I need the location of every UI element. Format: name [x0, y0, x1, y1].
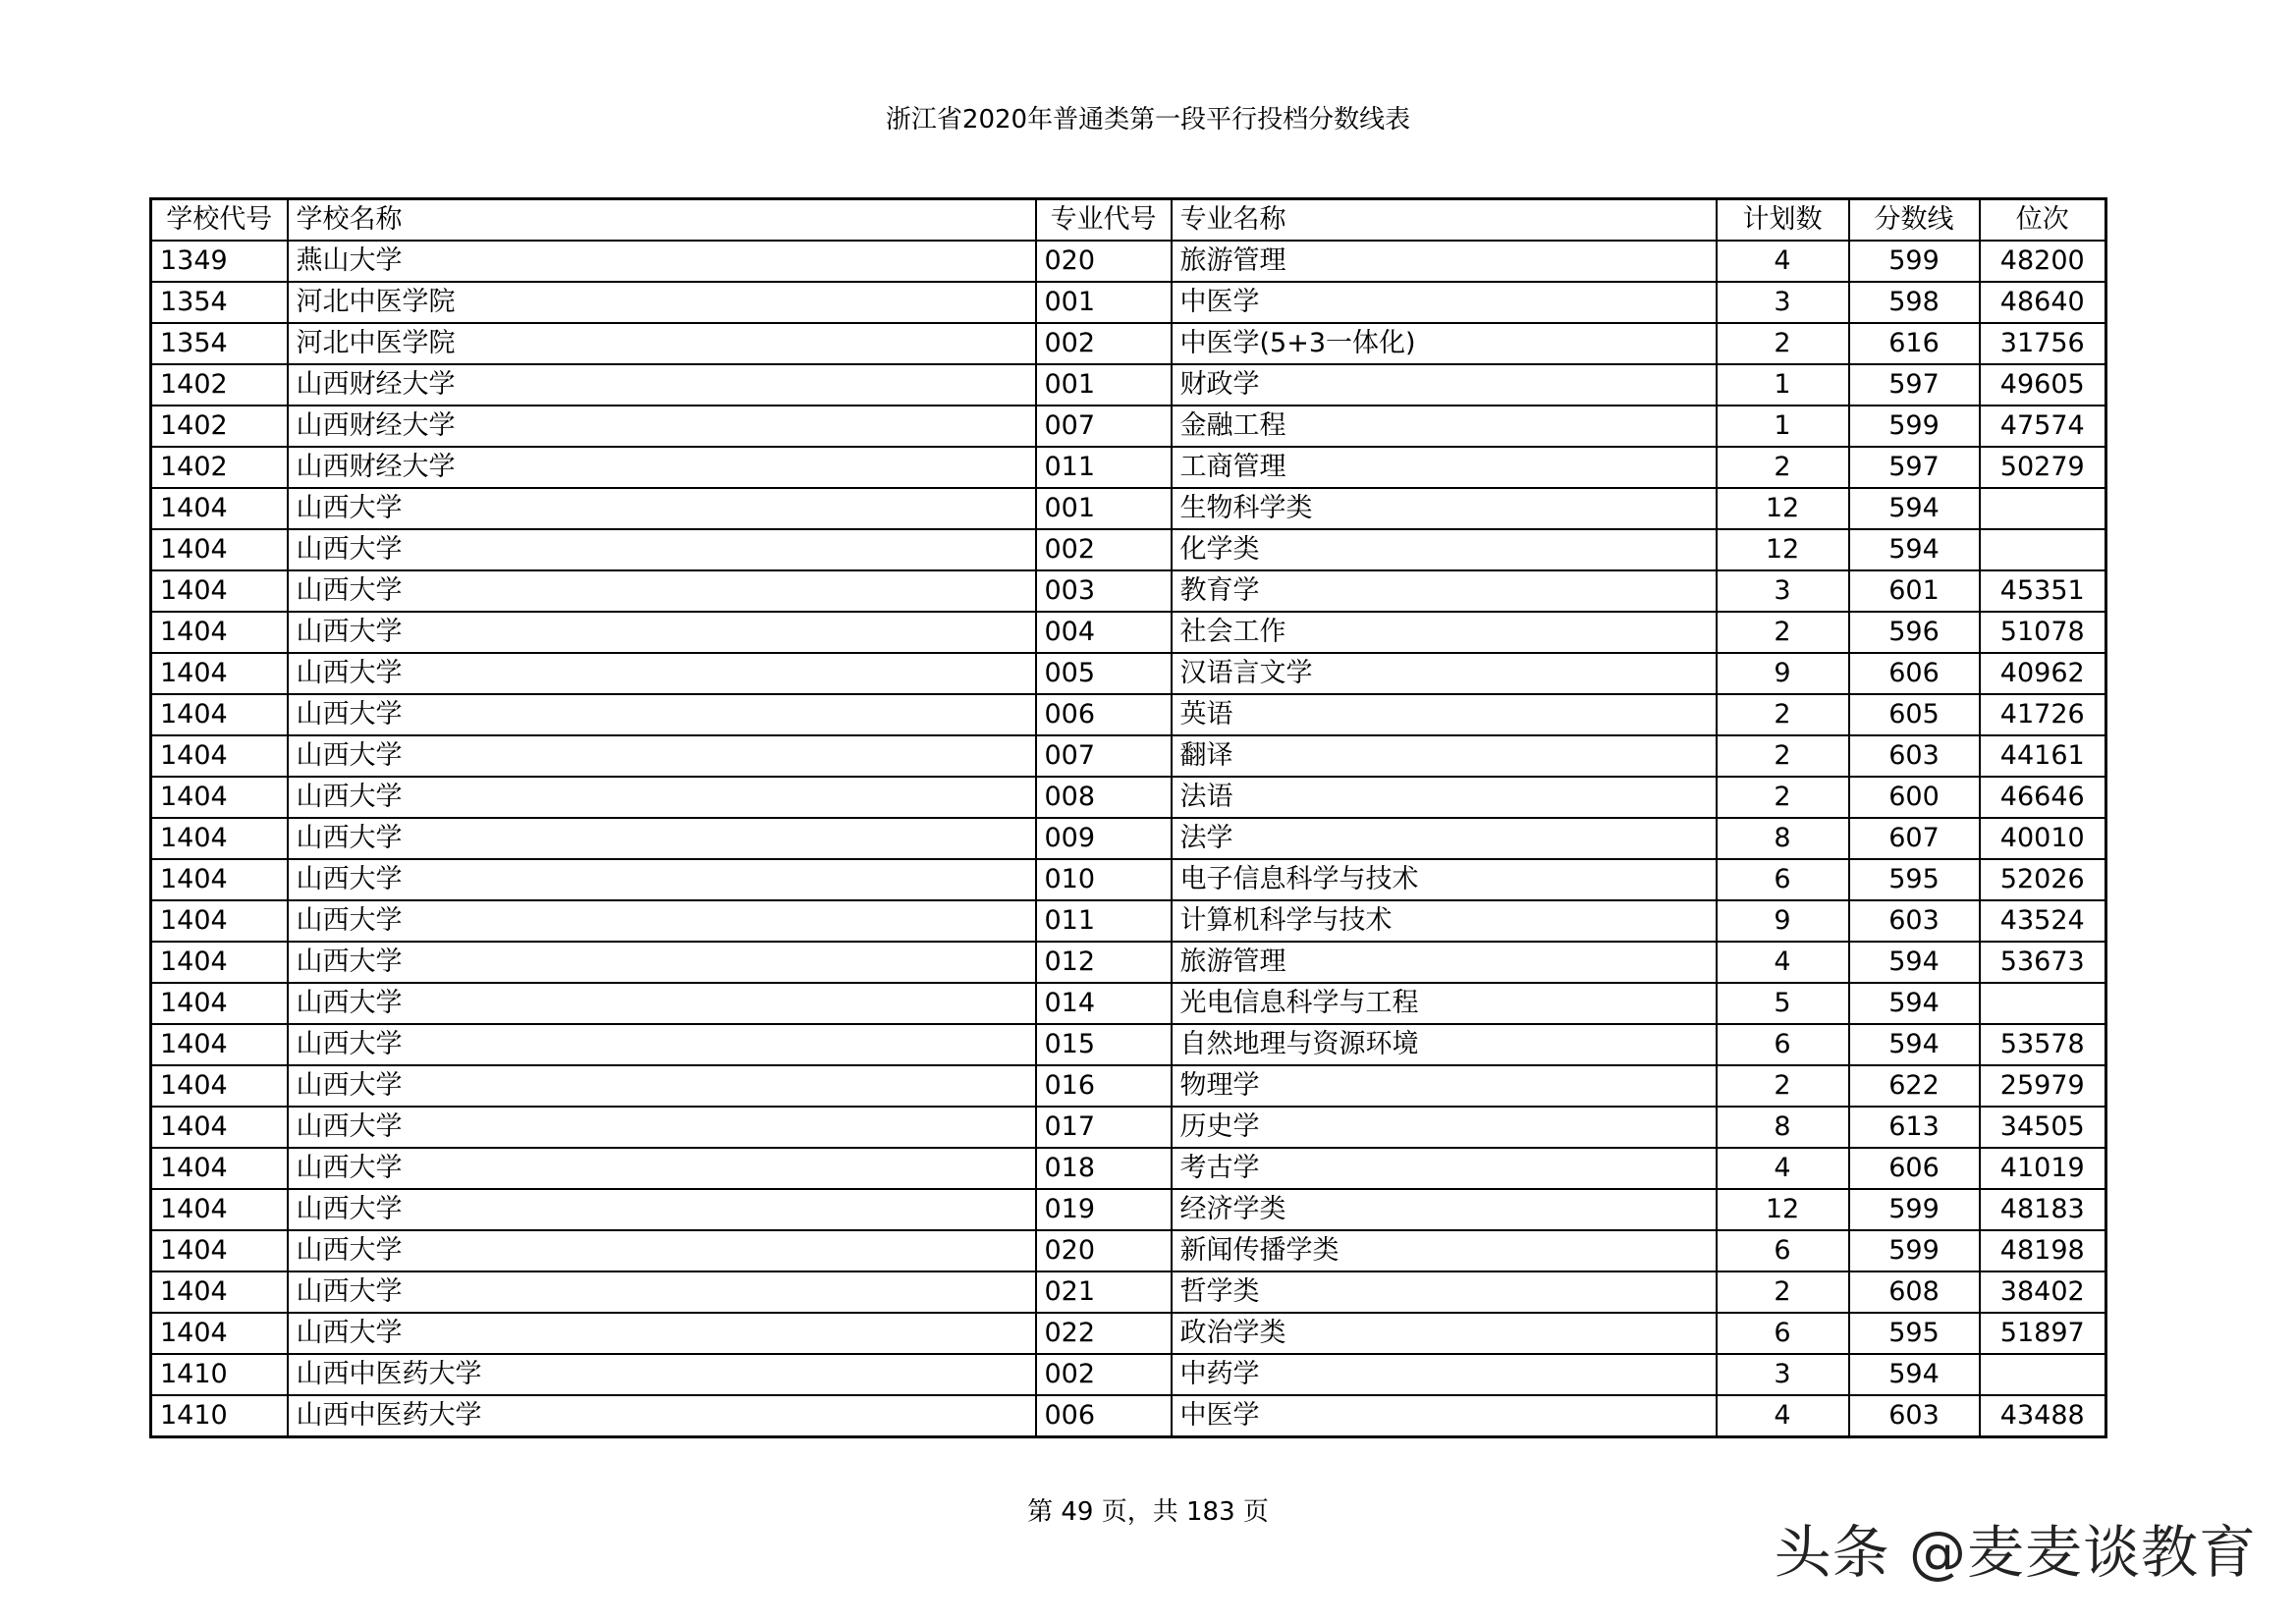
major-code-cell: 001 — [1036, 364, 1172, 406]
school-code-cell: 1402 — [151, 447, 288, 488]
table-row — [151, 406, 2106, 447]
major-code-cell: 002 — [1036, 1354, 1172, 1395]
school-name-cell: 山西大学 — [288, 570, 1036, 612]
score-line-cell: 603 — [1849, 1395, 1980, 1437]
rank-cell: 43488 — [1980, 1395, 2106, 1437]
rank-cell: 34505 — [1980, 1107, 2106, 1148]
rank-cell: 31756 — [1980, 323, 2106, 364]
major-name-cell: 英语 — [1172, 694, 1717, 735]
major-name-cell: 历史学 — [1172, 1107, 1717, 1148]
school-code-cell: 1354 — [151, 282, 288, 323]
school-code-cell: 1404 — [151, 735, 288, 777]
major-name-cell: 计算机科学与技术 — [1172, 900, 1717, 942]
table-row — [151, 1395, 2106, 1437]
school-code-cell: 1404 — [151, 653, 288, 694]
table-row — [151, 1271, 2106, 1313]
score-line-cell: 605 — [1849, 694, 1980, 735]
major-code-cell: 007 — [1036, 735, 1172, 777]
school-name-cell: 山西大学 — [288, 1107, 1036, 1148]
score-line-cell: 594 — [1849, 488, 1980, 529]
score-line-cell: 603 — [1849, 900, 1980, 942]
school-name-cell: 山西大学 — [288, 1189, 1036, 1230]
major-name-cell: 光电信息科学与工程 — [1172, 983, 1717, 1024]
school-name-cell: 山西大学 — [288, 1024, 1036, 1065]
major-name-cell: 中医学(5+3一体化) — [1172, 323, 1717, 364]
rank-cell: 43524 — [1980, 900, 2106, 942]
major-code-cell: 011 — [1036, 447, 1172, 488]
major-name-cell: 法语 — [1172, 777, 1717, 818]
school-name-cell: 山西大学 — [288, 818, 1036, 859]
school-name-cell: 山西大学 — [288, 653, 1036, 694]
school-code-cell: 1404 — [151, 694, 288, 735]
document-title: 浙江省2020年普通类第一段平行投档分数线表 — [885, 105, 1411, 135]
school-code-cell: 1404 — [151, 488, 288, 529]
plan-count-cell: 6 — [1717, 1313, 1849, 1354]
major-code-cell: 009 — [1036, 818, 1172, 859]
table-row — [151, 859, 2106, 900]
rank-cell — [1980, 1354, 2106, 1395]
plan-count-cell: 2 — [1717, 694, 1849, 735]
score-line-cell: 595 — [1849, 1313, 1980, 1354]
school-name-cell: 山西大学 — [288, 612, 1036, 653]
table-row — [151, 900, 2106, 942]
rank-cell: 45351 — [1980, 570, 2106, 612]
plan-count-cell: 2 — [1717, 1271, 1849, 1313]
school-code-cell: 1404 — [151, 900, 288, 942]
rank-cell: 38402 — [1980, 1271, 2106, 1313]
major-code-cell: 018 — [1036, 1148, 1172, 1189]
major-name-cell: 金融工程 — [1172, 406, 1717, 447]
plan-count-cell: 2 — [1717, 612, 1849, 653]
school-name-cell: 河北中医学院 — [288, 323, 1036, 364]
header-school-name: 学校名称 — [288, 199, 1036, 242]
school-name-cell: 山西大学 — [288, 983, 1036, 1024]
score-line-cell: 616 — [1849, 323, 1980, 364]
rank-cell: 50279 — [1980, 447, 2106, 488]
score-line-cell: 599 — [1849, 241, 1980, 282]
major-code-cell: 021 — [1036, 1271, 1172, 1313]
major-name-cell: 旅游管理 — [1172, 942, 1717, 983]
plan-count-cell: 2 — [1717, 735, 1849, 777]
table-row — [151, 241, 2106, 282]
table-row — [151, 777, 2106, 818]
major-name-cell: 翻译 — [1172, 735, 1717, 777]
plan-count-cell: 4 — [1717, 942, 1849, 983]
major-name-cell: 物理学 — [1172, 1065, 1717, 1107]
plan-count-cell: 1 — [1717, 406, 1849, 447]
plan-count-cell: 8 — [1717, 818, 1849, 859]
header-rank: 位次 — [1980, 199, 2106, 242]
rank-cell — [1980, 529, 2106, 570]
table-row — [151, 488, 2106, 529]
school-name-cell: 山西大学 — [288, 1065, 1036, 1107]
header-score-line: 分数线 — [1849, 199, 1980, 242]
major-code-cell: 006 — [1036, 694, 1172, 735]
school-code-cell: 1402 — [151, 364, 288, 406]
rank-cell: 53673 — [1980, 942, 2106, 983]
rank-cell: 49605 — [1980, 364, 2106, 406]
rank-cell: 41726 — [1980, 694, 2106, 735]
rank-cell: 46646 — [1980, 777, 2106, 818]
rank-cell: 41019 — [1980, 1148, 2106, 1189]
score-line-cell: 599 — [1849, 1189, 1980, 1230]
plan-count-cell: 3 — [1717, 282, 1849, 323]
school-name-cell: 河北中医学院 — [288, 282, 1036, 323]
school-code-cell: 1404 — [151, 942, 288, 983]
school-name-cell: 山西大学 — [288, 1313, 1036, 1354]
rank-cell: 53578 — [1980, 1024, 2106, 1065]
school-name-cell: 山西大学 — [288, 1230, 1036, 1271]
score-line-cell: 606 — [1849, 653, 1980, 694]
table-row — [151, 323, 2106, 364]
score-line-cell: 596 — [1849, 612, 1980, 653]
school-code-cell: 1402 — [151, 406, 288, 447]
rank-cell: 40962 — [1980, 653, 2106, 694]
header-school-code: 学校代号 — [151, 199, 288, 242]
rank-cell: 25979 — [1980, 1065, 2106, 1107]
major-name-cell: 社会工作 — [1172, 612, 1717, 653]
plan-count-cell: 2 — [1717, 447, 1849, 488]
plan-count-cell: 3 — [1717, 1354, 1849, 1395]
school-name-cell: 山西财经大学 — [288, 447, 1036, 488]
major-name-cell: 考古学 — [1172, 1148, 1717, 1189]
major-name-cell: 法学 — [1172, 818, 1717, 859]
school-code-cell: 1404 — [151, 1271, 288, 1313]
school-name-cell: 燕山大学 — [288, 241, 1036, 282]
score-line-cell: 608 — [1849, 1271, 1980, 1313]
score-line-cell: 603 — [1849, 735, 1980, 777]
major-name-cell: 电子信息科学与技术 — [1172, 859, 1717, 900]
school-code-cell: 1404 — [151, 983, 288, 1024]
rank-cell: 48198 — [1980, 1230, 2106, 1271]
rank-cell: 51078 — [1980, 612, 2106, 653]
header-plan-count: 计划数 — [1717, 199, 1849, 242]
major-code-cell: 005 — [1036, 653, 1172, 694]
score-line-cell: 597 — [1849, 364, 1980, 406]
plan-count-cell: 5 — [1717, 983, 1849, 1024]
school-code-cell: 1404 — [151, 529, 288, 570]
rank-cell: 48640 — [1980, 282, 2106, 323]
major-name-cell: 政治学类 — [1172, 1313, 1717, 1354]
major-code-cell: 019 — [1036, 1189, 1172, 1230]
table-row — [151, 1107, 2106, 1148]
major-code-cell: 001 — [1036, 282, 1172, 323]
school-code-cell: 1404 — [151, 1024, 288, 1065]
plan-count-cell: 4 — [1717, 1395, 1849, 1437]
school-code-cell: 1404 — [151, 859, 288, 900]
rank-cell: 52026 — [1980, 859, 2106, 900]
table-row — [151, 282, 2106, 323]
school-code-cell: 1404 — [151, 1107, 288, 1148]
score-line-cell: 594 — [1849, 942, 1980, 983]
table-row — [151, 653, 2106, 694]
table-row — [151, 1230, 2106, 1271]
plan-count-cell: 12 — [1717, 1189, 1849, 1230]
major-code-cell: 016 — [1036, 1065, 1172, 1107]
school-code-cell: 1404 — [151, 818, 288, 859]
school-name-cell: 山西大学 — [288, 694, 1036, 735]
major-code-cell: 004 — [1036, 612, 1172, 653]
plan-count-cell: 9 — [1717, 653, 1849, 694]
watermark: 头条 @麦麦谈教育 — [1774, 1519, 2257, 1586]
school-name-cell: 山西大学 — [288, 900, 1036, 942]
score-line-cell: 599 — [1849, 1230, 1980, 1271]
school-name-cell: 山西大学 — [288, 777, 1036, 818]
plan-count-cell: 3 — [1717, 570, 1849, 612]
major-code-cell: 020 — [1036, 241, 1172, 282]
school-code-cell: 1404 — [151, 1189, 288, 1230]
school-name-cell: 山西大学 — [288, 1271, 1036, 1313]
major-name-cell: 哲学类 — [1172, 1271, 1717, 1313]
table-row — [151, 447, 2106, 488]
header-major-code: 专业代号 — [1036, 199, 1172, 242]
major-code-cell: 003 — [1036, 570, 1172, 612]
major-code-cell: 012 — [1036, 942, 1172, 983]
major-code-cell: 017 — [1036, 1107, 1172, 1148]
school-name-cell: 山西大学 — [288, 859, 1036, 900]
score-table — [149, 197, 2107, 1438]
table-row — [151, 942, 2106, 983]
plan-count-cell: 6 — [1717, 1024, 1849, 1065]
school-code-cell: 1349 — [151, 241, 288, 282]
rank-cell: 44161 — [1980, 735, 2106, 777]
school-code-cell: 1404 — [151, 1313, 288, 1354]
school-name-cell: 山西中医药大学 — [288, 1395, 1036, 1437]
score-line-cell: 594 — [1849, 1024, 1980, 1065]
score-line-cell: 598 — [1849, 282, 1980, 323]
score-line-cell: 622 — [1849, 1065, 1980, 1107]
score-line-cell: 607 — [1849, 818, 1980, 859]
major-code-cell: 011 — [1036, 900, 1172, 942]
school-code-cell: 1354 — [151, 323, 288, 364]
major-name-cell: 新闻传播学类 — [1172, 1230, 1717, 1271]
major-name-cell: 中药学 — [1172, 1354, 1717, 1395]
school-name-cell: 山西大学 — [288, 1148, 1036, 1189]
table-row — [151, 612, 2106, 653]
table-header-row — [151, 199, 2106, 242]
plan-count-cell: 2 — [1717, 1065, 1849, 1107]
table-row — [151, 1313, 2106, 1354]
school-code-cell: 1404 — [151, 777, 288, 818]
table-row — [151, 1354, 2106, 1395]
score-line-cell: 600 — [1849, 777, 1980, 818]
table-row — [151, 1065, 2106, 1107]
major-name-cell: 中医学 — [1172, 282, 1717, 323]
score-line-cell: 594 — [1849, 1354, 1980, 1395]
major-code-cell: 002 — [1036, 323, 1172, 364]
table-row — [151, 364, 2106, 406]
major-code-cell: 014 — [1036, 983, 1172, 1024]
major-name-cell: 教育学 — [1172, 570, 1717, 612]
plan-count-cell: 4 — [1717, 241, 1849, 282]
table-body — [151, 241, 2106, 1437]
header-major-name: 专业名称 — [1172, 199, 1717, 242]
page-footer: 第 49 页，共 183 页 — [1027, 1497, 1269, 1527]
major-code-cell: 010 — [1036, 859, 1172, 900]
plan-count-cell: 1 — [1717, 364, 1849, 406]
rank-cell: 51897 — [1980, 1313, 2106, 1354]
major-code-cell: 008 — [1036, 777, 1172, 818]
major-name-cell: 工商管理 — [1172, 447, 1717, 488]
major-name-cell: 经济学类 — [1172, 1189, 1717, 1230]
rank-cell: 47574 — [1980, 406, 2106, 447]
plan-count-cell: 2 — [1717, 323, 1849, 364]
rank-cell: 48200 — [1980, 241, 2106, 282]
school-name-cell: 山西大学 — [288, 488, 1036, 529]
plan-count-cell: 12 — [1717, 529, 1849, 570]
plan-count-cell: 2 — [1717, 777, 1849, 818]
major-code-cell: 002 — [1036, 529, 1172, 570]
score-line-cell: 594 — [1849, 983, 1980, 1024]
plan-count-cell: 9 — [1717, 900, 1849, 942]
score-line-cell: 599 — [1849, 406, 1980, 447]
school-name-cell: 山西财经大学 — [288, 364, 1036, 406]
school-name-cell: 山西大学 — [288, 735, 1036, 777]
major-name-cell: 化学类 — [1172, 529, 1717, 570]
score-line-cell: 606 — [1849, 1148, 1980, 1189]
school-code-cell: 1404 — [151, 1148, 288, 1189]
table-row — [151, 1189, 2106, 1230]
major-name-cell: 自然地理与资源环境 — [1172, 1024, 1717, 1065]
school-code-cell: 1404 — [151, 1065, 288, 1107]
school-code-cell: 1404 — [151, 612, 288, 653]
table-row — [151, 694, 2106, 735]
table-row — [151, 1148, 2106, 1189]
score-line-cell: 613 — [1849, 1107, 1980, 1148]
rank-cell — [1980, 488, 2106, 529]
major-name-cell: 生物科学类 — [1172, 488, 1717, 529]
rank-cell: 40010 — [1980, 818, 2106, 859]
major-name-cell: 中医学 — [1172, 1395, 1717, 1437]
rank-cell — [1980, 983, 2106, 1024]
major-code-cell: 015 — [1036, 1024, 1172, 1065]
table-row — [151, 818, 2106, 859]
score-line-cell: 601 — [1849, 570, 1980, 612]
major-name-cell: 汉语言文学 — [1172, 653, 1717, 694]
score-line-cell: 594 — [1849, 529, 1980, 570]
major-name-cell: 旅游管理 — [1172, 241, 1717, 282]
school-code-cell: 1404 — [151, 570, 288, 612]
table-row — [151, 529, 2106, 570]
school-name-cell: 山西大学 — [288, 529, 1036, 570]
plan-count-cell: 6 — [1717, 859, 1849, 900]
table-row — [151, 735, 2106, 777]
major-code-cell: 022 — [1036, 1313, 1172, 1354]
plan-count-cell: 12 — [1717, 488, 1849, 529]
table-row — [151, 983, 2106, 1024]
major-name-cell: 财政学 — [1172, 364, 1717, 406]
major-code-cell: 020 — [1036, 1230, 1172, 1271]
score-line-cell: 595 — [1849, 859, 1980, 900]
plan-count-cell: 6 — [1717, 1230, 1849, 1271]
major-code-cell: 007 — [1036, 406, 1172, 447]
major-code-cell: 006 — [1036, 1395, 1172, 1437]
score-line-cell: 597 — [1849, 447, 1980, 488]
rank-cell: 48183 — [1980, 1189, 2106, 1230]
school-code-cell: 1404 — [151, 1230, 288, 1271]
school-code-cell: 1410 — [151, 1395, 288, 1437]
plan-count-cell: 4 — [1717, 1148, 1849, 1189]
school-name-cell: 山西财经大学 — [288, 406, 1036, 447]
table-row — [151, 1024, 2106, 1065]
major-code-cell: 001 — [1036, 488, 1172, 529]
school-name-cell: 山西大学 — [288, 942, 1036, 983]
table-row — [151, 570, 2106, 612]
school-code-cell: 1410 — [151, 1354, 288, 1395]
school-name-cell: 山西中医药大学 — [288, 1354, 1036, 1395]
plan-count-cell: 8 — [1717, 1107, 1849, 1148]
